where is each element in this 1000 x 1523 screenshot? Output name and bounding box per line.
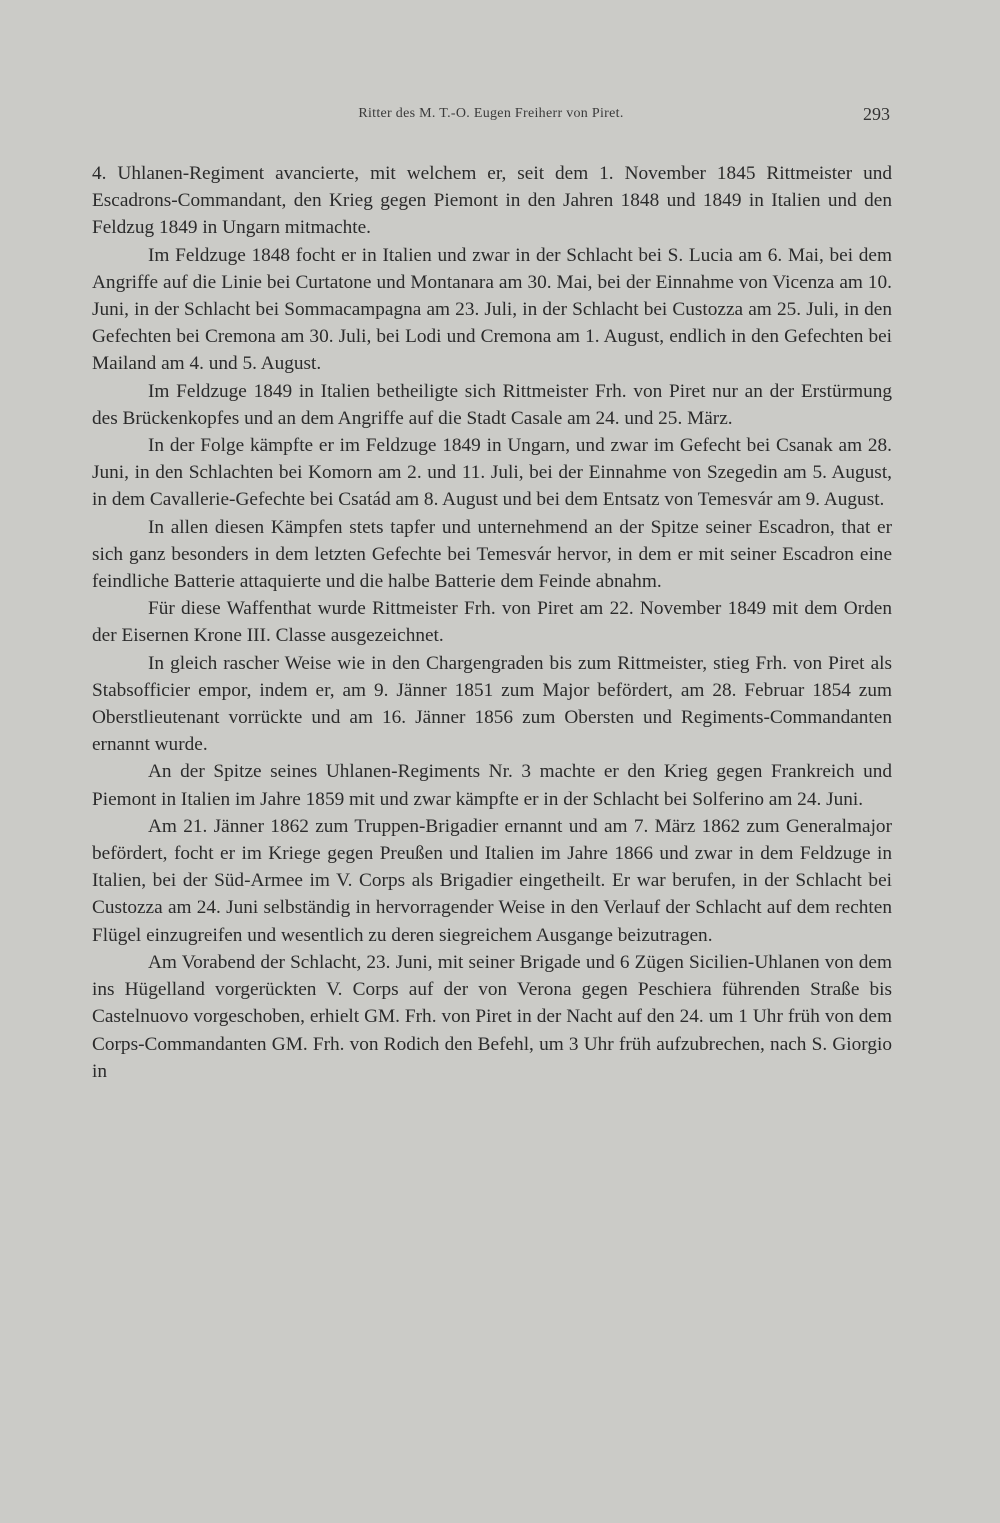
paragraph: In allen diesen Kämpfen stets tapfer und unternehmend an der Spitze seiner Escadron, that er sich ganz besonders in dem letzten Gefechte bei Temesvár hervor, in dem er mit seiner Escadron eine feindliche Batterie attaquierte und die halbe Batterie dem Feinde abnahm.	[92, 516, 892, 593]
paragraph: An der Spitze seines Uhlanen-Regiments Nr. 3 machte er den Krieg gegen Frankreich und Piemont in Italien im Jahre 1859 mit und zwar kämpfte er in der Schlacht bei Solferino am 24. Juni.	[92, 761, 892, 810]
paragraph: Am Vorabend der Schlacht, 23. Juni, mit seiner Brigade und 6 Zügen Sicilien-Uhlanen von dem ins Hügelland vorgerückten V. Corps auf der von Verona gegen Peschiera führenden Straße bis Castelnuovo vorgeschoben, erhielt GM. Frh. von Piret in der Nacht auf den 24. um 1 Uhr früh von dem Corps-Commandanten GM. Frh. von Rodich den Befehl, um 3 Uhr früh aufzubrechen, nach S. Giorgio in	[92, 951, 892, 1082]
paragraph: In gleich rascher Weise wie in den Chargengraden bis zum Rittmeister, stieg Frh. von Piret als Stabsofficier empor, indem er, am 9. Jänner 1851 zum Major befördert, am 28. Februar 1854 zum Oberstlieutenant vorrückte und am 16. Jänner 1856 zum Obersten und Regiments-Commandanten ernannt wurde.	[92, 652, 892, 756]
body-text	[92, 160, 892, 1085]
paragraph: Für diese Waffenthat wurde Rittmeister Frh. von Piret am 22. November 1849 mit dem Orden der Eisernen Krone III. Classe ausgezeichnet.	[92, 598, 892, 647]
paragraph: 4. Uhlanen-Regiment avancierte, mit welchem er, seit dem 1. November 1845 Rittmeister und Escadrons-Commandant, den Krieg gegen Piemont in den Jahren 1848 und 1849 in Italien und den Feldzug 1849 in Ungarn mitmachte.	[92, 163, 892, 239]
paragraph: Im Feldzuge 1849 in Italien betheiligte sich Rittmeister Frh. von Piret nur an der Erstürmung des Brückenkopfes und an dem Angriffe auf die Stadt Casale am 24. und 25. März.	[92, 380, 892, 429]
paragraph: Im Feldzuge 1848 focht er in Italien und zwar in der Schlacht bei S. Lucia am 6. Mai, bei dem Angriffe auf die Linie bei Curtatone und Montanara am 30. Mai, bei der Einnahme von Vicenza am 10. Juni, in der Schlacht bei Sommacampagna am 23. Juli, in der Schlacht bei Custozza am 25. Juli, in den Gefechten bei Cremona am 30. Juli, bei Lodi und Cremona am 1. August, endlich in den Gefechten bei Mailand am 4. und 5. August.	[92, 244, 892, 375]
paragraph: Am 21. Jänner 1862 zum Truppen-Brigadier ernannt und am 7. März 1862 zum Generalmajor befördert, focht er im Kriege gegen Preußen und Italien im Jahre 1866 und zwar in dem Feldzuge in Italien, bei der Süd-Armee im V. Corps als Brigadier eingetheilt. Er war berufen, in der Schlacht bei Custozza am 24. Juni selbständig in hervorragender Weise in den Verlauf der Schlacht auf dem rechten Flügel einzugreifen und wesentlich zu deren siegreichem Ausgange beizutragen.	[92, 815, 892, 946]
page-header	[92, 106, 890, 130]
paragraph: In der Folge kämpfte er im Feldzuge 1849 in Ungarn, und zwar im Gefecht bei Csanak am 28. Juni, in den Schlachten bei Komorn am 2. und 11. Juli, bei der Einnahme von Szegedin am 5. August, in dem Cavallerie-Gefechte bei Csatád am 8. August und bei dem Entsatz von Temesvár am 9. August.	[92, 435, 892, 511]
page-number: 293	[863, 104, 890, 124]
running-title: Ritter des M. T.-O. Eugen Freiherr von Piret.	[358, 106, 624, 121]
